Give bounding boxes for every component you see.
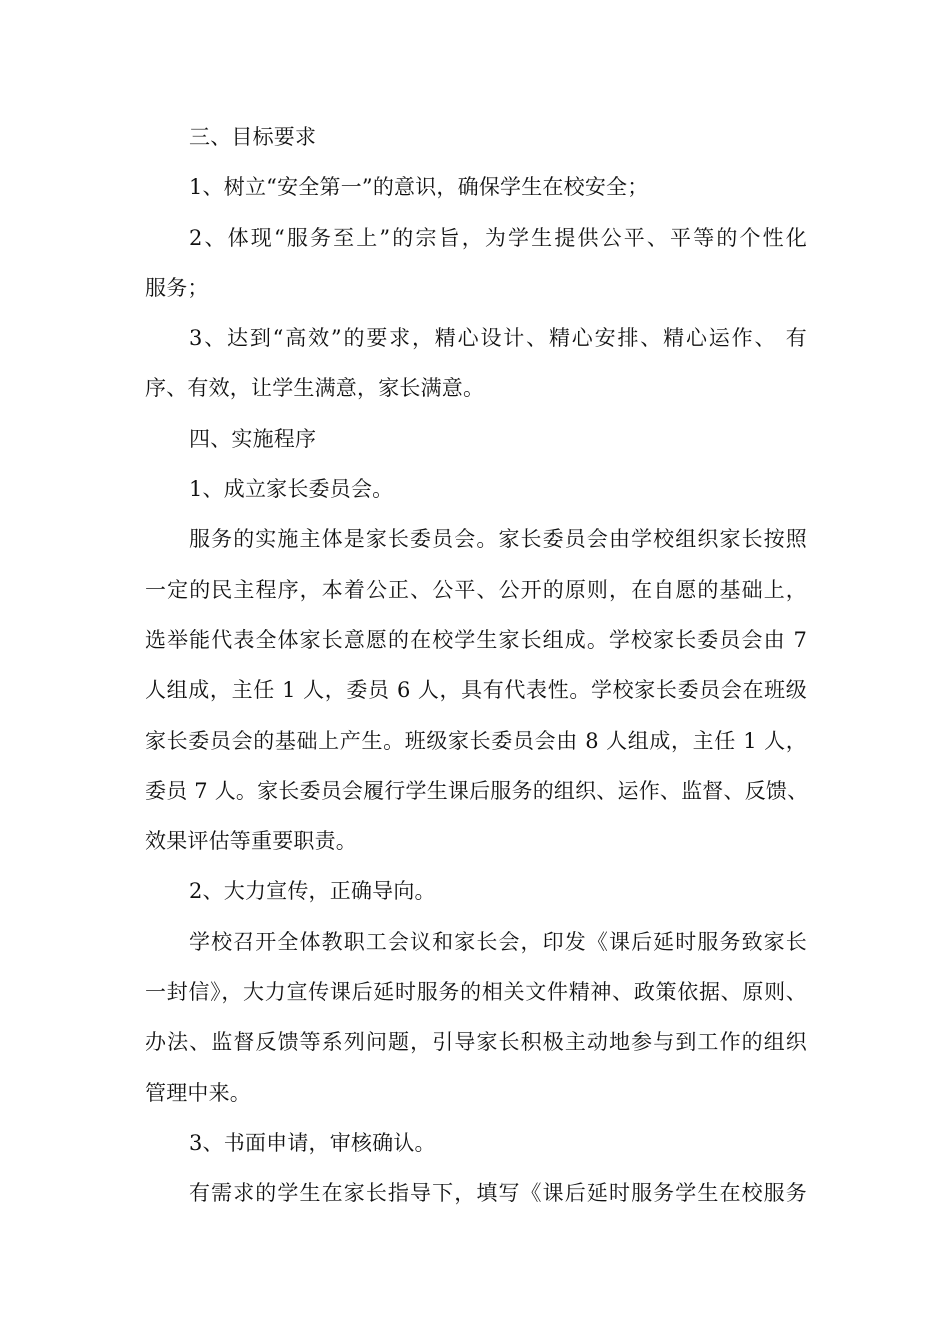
document-body [145,112,807,1219]
text-line: 选举能代表全体家长意愿的在校学生家长组成。学校家长委员会由 7 [145,627,807,652]
text-line: 一封信》，大力宣传课后延时服务的相关文件精神、政策依据、原则、 [145,980,807,1005]
text-line: 人组成，主任 1 人，委员 6 人，具有代表性。学校家长委员会在班级 [145,678,807,703]
text-line: 有需求的学生在家长指导下，填写《课后延时服务学生在校服务 [189,1181,807,1206]
text-line: 委员 7 人。家长委员会履行学生课后服务的组织、运作、监督、反馈、 [145,778,809,803]
text-line: 1、成立家长委员会。 [189,477,394,502]
text-line: 效果评估等重要职责。 [145,829,357,854]
text-line: 3、达到“高效”的要求，精心设计、精心安排、精心运作、 有 [189,326,807,351]
text-line: 一定的民主程序，本着公正、公平、公开的原则，在自愿的基础上， [145,577,807,602]
text-line: 办法、监督反馈等系列问题，引导家长积极主动地参与到工作的组织 [145,1030,807,1055]
text-line: 管理中来。 [145,1080,251,1105]
text-line: 服务； [145,275,209,300]
text-line: 学校召开全体教职工会议和家长会，印发《课后延时服务致家长 [189,929,807,954]
text-line: 四、实施程序 [189,426,317,451]
text-line: 1、树立“安全第一”的意识，确保学生在校安全； [189,175,649,200]
text-line: 2、体现“服务至上”的宗旨，为学生提供公平、平等的个性化 [189,225,807,250]
text-line: 3、书面申请，审核确认。 [189,1130,436,1155]
text-line: 服务的实施主体是家长委员会。家长委员会由学校组织家长按照 [189,527,807,552]
text-line: 家长委员会的基础上产生。班级家长委员会由 8 人组成，主任 1 人， [145,728,807,753]
text-line: 三、目标要求 [189,125,317,149]
text-line: 2、大力宣传，正确导向。 [189,879,436,904]
text-line: 序、有效，让学生满意，家长满意。 [145,376,485,401]
